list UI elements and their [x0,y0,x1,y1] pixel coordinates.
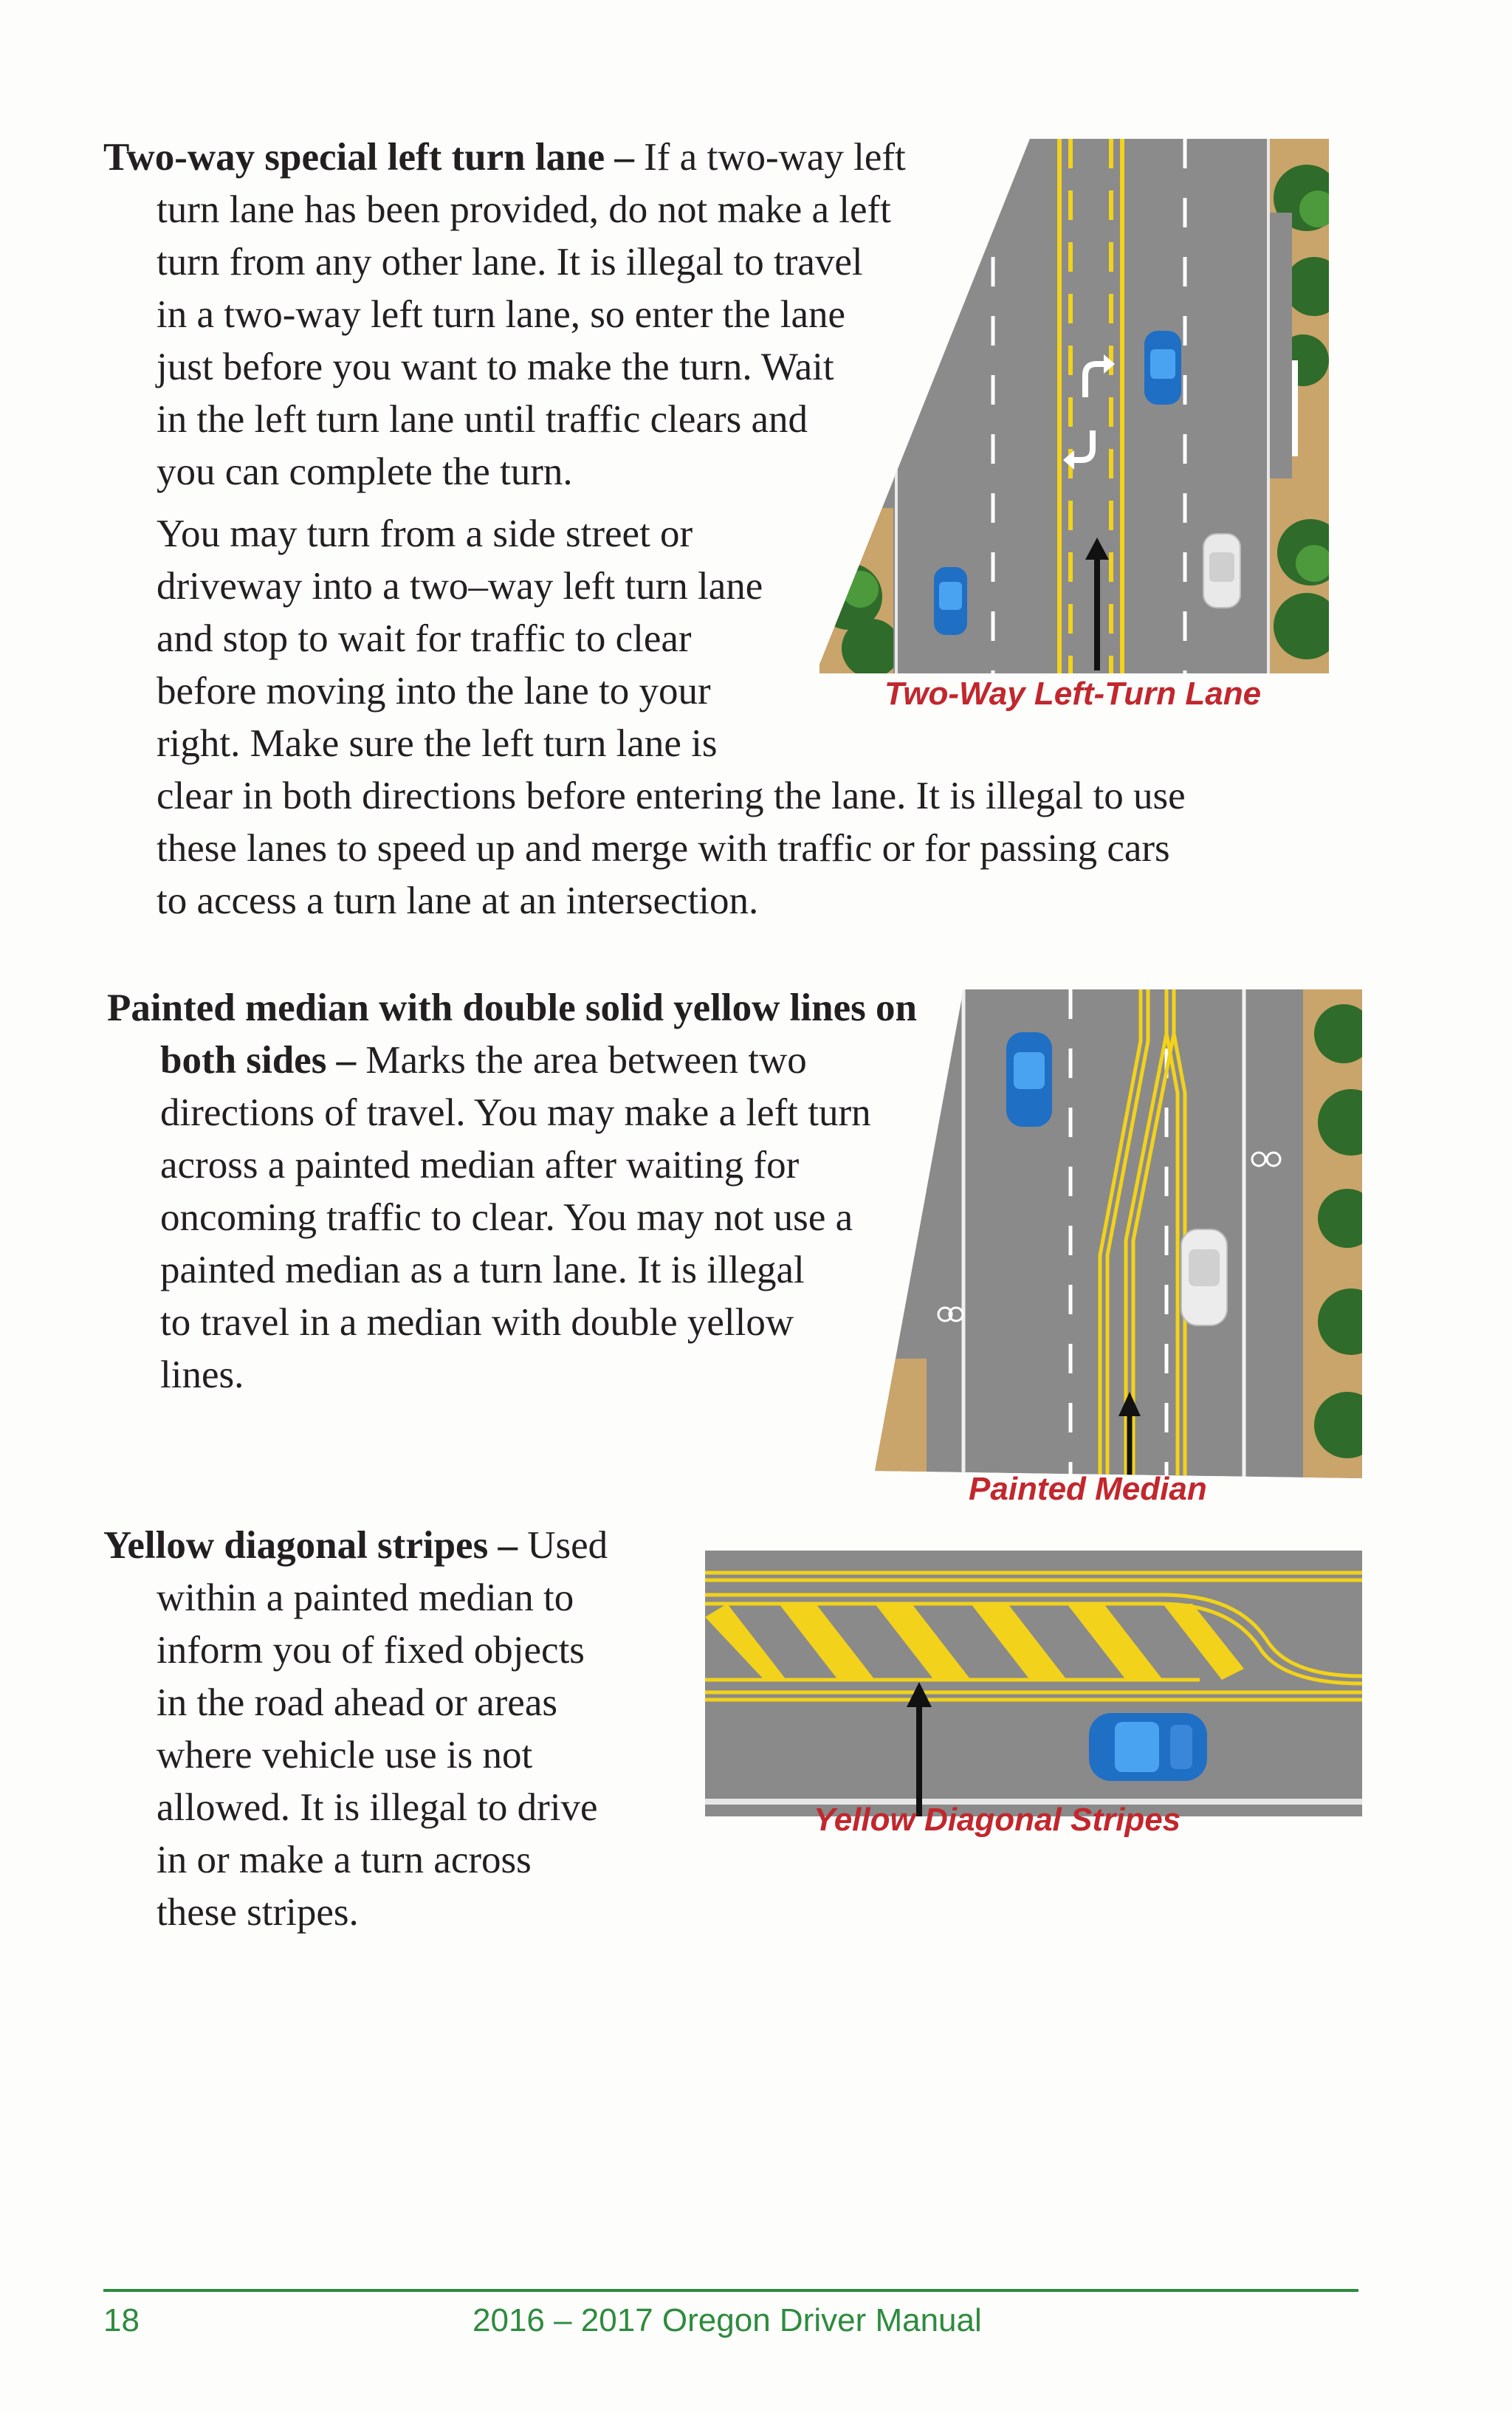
text-line: inform you of fixed objects [157,1629,585,1672]
figure-caption-painted-median: Painted Median [969,1471,1207,1507]
text-line: turn from any other lane. It is illegal to travel [157,241,863,284]
text-line: within a painted median to [157,1576,574,1619]
text-line: turn lane has been provided, do not make a left [157,188,891,231]
text-line: these stripes. [157,1891,359,1934]
figure-caption-diagonal-stripes: Yellow Diagonal Stripes [814,1802,1181,1838]
text-line: painted median as a turn lane. It is illegal [160,1249,805,1291]
section3-paragraph [103,1520,608,1939]
footer-title: 2016 – 2017 Oregon Driver Manual [472,2302,982,2338]
text-line: across a painted median after waiting for [160,1144,800,1187]
text-line: clear in both directions before entering the lane. It is illegal to use [157,775,1186,817]
section1-paragraph [103,131,906,498]
text-line: you can complete the turn. [157,450,573,493]
text-line: to travel in a median with double yellow [160,1301,794,1344]
section3-heading: Yellow diagonal stripes – [103,1524,518,1567]
section2-paragraph [107,982,917,1401]
text-line: just before you want to make the turn. Wait [157,346,834,388]
text-line: You may turn from a side street or [157,512,693,555]
section2-heading-cont: both sides – [160,1039,357,1082]
text-line: in the road ahead or areas [157,1681,557,1724]
section1-heading: Two-way special left turn lane – [103,136,634,179]
text-line: driveway into a two–way left turn lane [157,565,763,608]
text-line: before moving into the lane to your [157,670,711,713]
text-line: right. Make sure the left turn lane is [157,722,718,765]
text-line: lines. [160,1353,244,1396]
text-line: oncoming traffic to clear. You may not use a [160,1196,853,1239]
text-line: and stop to wait for traffic to clear [157,617,692,660]
text-line: Used [527,1524,608,1567]
yellow-diagonal-stripes-figure [705,1551,1362,1816]
text-line: where vehicle use is not [157,1734,533,1777]
section2-heading: Painted median with double solid yellow lines on [107,986,917,1029]
text-line: to access a turn lane at an intersection. [157,879,759,922]
page-number: 18 [103,2302,140,2338]
painted-median-figure [875,989,1362,1478]
text-line: directions of travel. You may make a left turn [160,1091,871,1134]
text-line: in or make a turn across [157,1839,532,1881]
section1-paragraph-2 [157,508,1186,927]
figure-caption-two-way: Two-Way Left-Turn Lane [884,676,1262,712]
text-line: in a two-way left turn lane, so enter the lane [157,293,846,336]
text-line: allowed. It is illegal to drive [157,1786,598,1829]
text-line: Marks the area between two [365,1039,807,1082]
text-line: in the left turn lane until traffic clears and [157,398,808,441]
text-line: If a two-way left [644,136,906,179]
text-line: these lanes to speed up and merge with traffic or for passing cars [157,827,1170,870]
footer-divider [103,2289,1358,2292]
